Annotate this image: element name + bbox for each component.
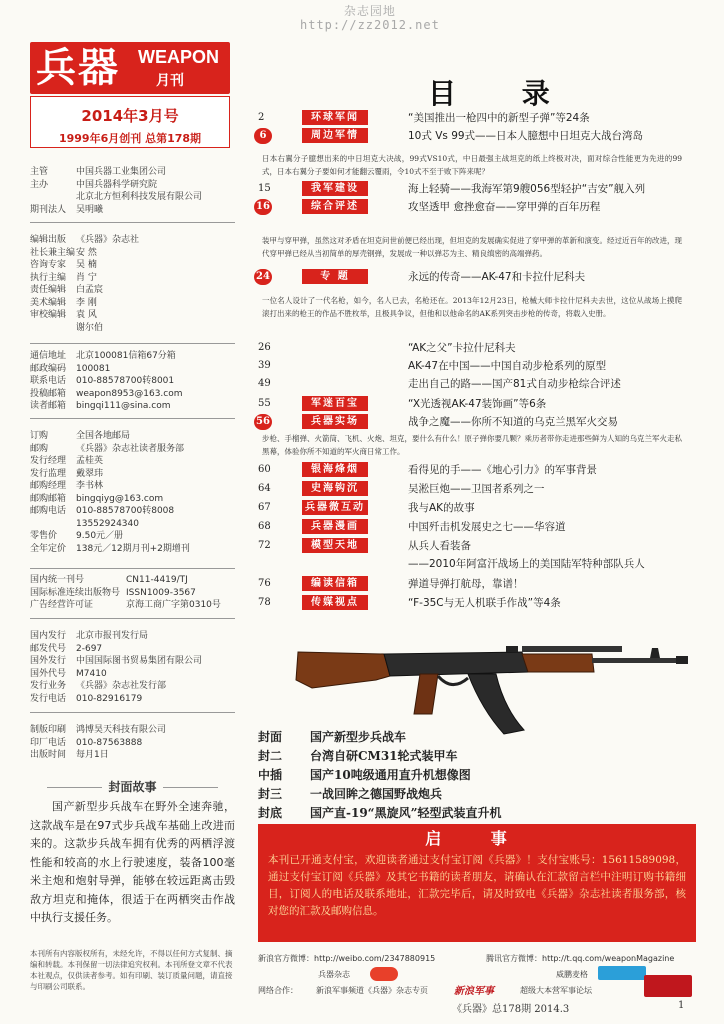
info-row bbox=[30, 587, 245, 600]
info-row bbox=[30, 680, 245, 693]
info-key: 出版时间 bbox=[30, 750, 67, 760]
partner-sina-logo: 新浪军事 bbox=[454, 986, 494, 997]
toc-page-number: 76 bbox=[258, 578, 271, 589]
tencent-weibo-label: 腾讯官方微博： bbox=[486, 954, 542, 963]
toc-entry[interactable] bbox=[258, 340, 698, 356]
info-row bbox=[30, 166, 245, 179]
info-value: ISSN1009-3567 bbox=[126, 587, 196, 598]
toc-page-number: 68 bbox=[258, 521, 271, 532]
masthead-title-en: WEAPON bbox=[138, 47, 219, 67]
info-key: 联系电话 bbox=[30, 376, 67, 386]
info-value: 每月1日 bbox=[76, 750, 109, 760]
toc-page-number: 39 bbox=[258, 360, 271, 371]
toc-article-title: 攻坚透甲 愈挫愈奋——穿甲弹的百年历程 bbox=[408, 201, 601, 213]
info-value: 肖 宁 bbox=[76, 272, 97, 283]
toc-section-label: 传媒视点 bbox=[302, 595, 368, 610]
info-row bbox=[30, 737, 245, 750]
info-row bbox=[30, 693, 245, 706]
masthead-monthly: 月刊 bbox=[156, 73, 184, 89]
toc-section-label: 环球军闻 bbox=[302, 110, 368, 125]
notice-box bbox=[258, 824, 696, 942]
info-key: 编辑出版 bbox=[30, 235, 67, 245]
info-row bbox=[30, 297, 245, 310]
divider bbox=[30, 343, 235, 344]
info-value: 《兵器》杂志社发行部 bbox=[76, 681, 167, 691]
issue-box bbox=[30, 96, 230, 148]
info-value: M7410 bbox=[76, 668, 107, 679]
toc-page-number: 56 bbox=[254, 414, 272, 430]
toc-section-label: 兵器微互动 bbox=[302, 500, 368, 515]
info-key: 邮购 bbox=[30, 443, 49, 454]
cover-list-value: 国产直-19“黑旋风”轻型武装直升机 bbox=[310, 806, 502, 820]
toc-entry[interactable] bbox=[258, 462, 698, 478]
copyright-notice: 本刊所有内容版权所有，未经允许，不得以任何方式复制、摘编和转载。本刊保留一切法律追究权利。本刊所登文章不代表本社观点，仅供读者参考。如有印刷、装订质量问题，请直接与印刷公司联系。 bbox=[30, 949, 233, 991]
notice-title: 启 事 bbox=[425, 829, 529, 848]
cover-list-item bbox=[258, 766, 618, 784]
toc-summary: 装甲与穿甲弹，虽然这对矛盾在坦克问世前便已经出现，但坦克的发展确实促进了穿甲弹的革新和演变。经过近百年的改进，现代穿甲弹已经从当初简单的厚壳钢弹，发展成一种以弹芯为主、精良缜密的高端弹药。 bbox=[262, 236, 682, 258]
info-key: 国内发行 bbox=[30, 631, 67, 641]
info-row bbox=[30, 480, 245, 493]
toc-article-title: “AK之父”卡拉什尼科夫 bbox=[408, 342, 516, 354]
info-row bbox=[30, 191, 245, 204]
masthead-logo bbox=[30, 42, 230, 94]
info-key: 广告经营许可证 bbox=[30, 600, 94, 610]
toc-article-title: 吴淞巨炮——卫国者系列之一 bbox=[408, 483, 545, 495]
info-value: 北京100081信箱67分箱 bbox=[76, 351, 176, 361]
partner-label: 网络合作： bbox=[258, 986, 298, 995]
toc-section-label: 我军建设 bbox=[302, 181, 368, 196]
info-row bbox=[30, 234, 245, 247]
info-value: 吴明曦 bbox=[76, 204, 104, 215]
info-value: 全国各地邮局 bbox=[76, 431, 131, 441]
sina-weibo-label: 新浪官方微博： bbox=[258, 954, 314, 963]
toc-summary: 一位名人设计了一代名枪，如今，名人已去，名枪还在。2013年12月23日，枪械大师卡拉什尼科夫去世，这位从战场上摸爬滚打出来的枪王的作品不胜枚举，且极具争议，但他和以他命名的AK系列突击步枪的传奇，将载入史册。 bbox=[262, 296, 682, 318]
toc-section-label: 史海钩沉 bbox=[302, 481, 368, 496]
toc-article-title: ——2010年阿富汗战场上的美国陆军特种部队兵人 bbox=[408, 558, 645, 570]
sina-weibo-name: 兵器杂志 bbox=[318, 970, 350, 979]
info-key: 读者邮箱 bbox=[30, 401, 67, 411]
cover-list-key: 封三 bbox=[258, 787, 283, 801]
info-value: 《兵器》杂志社读者服务部 bbox=[76, 443, 185, 454]
info-row bbox=[30, 668, 245, 681]
toc-section-label: 军迷百宝 bbox=[302, 396, 368, 411]
info-value: 100081 bbox=[76, 363, 111, 374]
page-number: 1 bbox=[678, 1000, 685, 1011]
info-value: 谢尔伯 bbox=[76, 322, 104, 333]
info-value: bingqiyg@163.com bbox=[76, 493, 164, 504]
watermark-line1: 杂志园地 bbox=[343, 4, 396, 18]
info-row bbox=[30, 724, 245, 737]
divider bbox=[30, 618, 235, 619]
divider bbox=[30, 222, 235, 223]
info-key: 邮发代号 bbox=[30, 643, 67, 654]
toc-page-number: 67 bbox=[258, 502, 271, 513]
toc-page-number: 78 bbox=[258, 597, 271, 608]
info-key: 邮购邮箱 bbox=[30, 493, 67, 504]
cover-list-key: 中插 bbox=[258, 768, 283, 782]
toc-section-label: 编读信箱 bbox=[302, 576, 368, 591]
info-value: 9.50元／册 bbox=[76, 531, 124, 541]
info-key: 主办 bbox=[30, 179, 49, 190]
cover-list-key: 封底 bbox=[258, 806, 283, 820]
toc-entry[interactable] bbox=[258, 595, 698, 611]
partner-forum[interactable]: 超级大本营军事论坛 bbox=[520, 986, 592, 995]
info-row bbox=[30, 350, 245, 363]
info-row bbox=[30, 272, 245, 285]
info-key: 制版印刷 bbox=[30, 725, 67, 735]
info-key: 国外发行 bbox=[30, 656, 67, 666]
toc-page-number: 16 bbox=[254, 199, 272, 215]
info-key: 主管 bbox=[30, 167, 49, 177]
toc-page-number: 24 bbox=[254, 269, 272, 285]
toc-article-title: 中国歼击机发展史之七——华容道 bbox=[408, 521, 566, 533]
info-value: 010-87563888 bbox=[76, 737, 143, 748]
cover-story-title: 封面故事 bbox=[30, 778, 235, 795]
info-row bbox=[30, 655, 245, 668]
info-value: 13552924340 bbox=[76, 518, 139, 529]
info-value: bingqi111@sina.com bbox=[76, 401, 171, 411]
info-value: 李书林 bbox=[76, 481, 104, 491]
partner-sina-military[interactable]: 新浪军事频道《兵器》杂志专页 bbox=[316, 986, 428, 995]
info-key: 通信地址 bbox=[30, 351, 67, 361]
info-key: 责任编辑 bbox=[30, 285, 67, 295]
cover-story-body: 国产新型步兵战车在野外全速奔驰，这款战车是在97式步兵战车基础上改进而来的。这款步兵战车拥有优秀的两栖浮渡性能和较高的水上行驶速度，装备100毫米主炮和炮射导弹，能够在较远距离击毁敌方坦克和掩体，很适于在两栖突击作战中执行支援任务。 bbox=[30, 800, 235, 924]
info-row bbox=[30, 443, 245, 456]
toc-section-label: 综合评述 bbox=[302, 199, 368, 214]
info-value: 《兵器》杂志社 bbox=[76, 235, 140, 245]
info-row bbox=[30, 400, 245, 413]
issue-date: 2014年3月号 bbox=[81, 107, 179, 125]
info-value: 鸿博昊天科技有限公司 bbox=[76, 725, 167, 735]
info-value: weapon8953@163.com bbox=[76, 388, 183, 399]
toc-entry[interactable] bbox=[258, 376, 698, 392]
info-value: 安 然 bbox=[76, 247, 97, 258]
info-key bbox=[30, 322, 76, 335]
info-value: 010-88578700转8001 bbox=[76, 376, 175, 386]
info-key: 社长兼主编 bbox=[30, 247, 76, 258]
watermark bbox=[300, 4, 440, 32]
cover-list-item bbox=[258, 785, 618, 803]
footer-issue: 《兵器》总178期 2014.3 bbox=[452, 1004, 570, 1015]
info-row bbox=[30, 430, 245, 443]
toc-article-title: 10式 Vs 99式——日本人臆想中日坦克大战台湾岛 bbox=[408, 130, 644, 142]
info-key: 零售价 bbox=[30, 531, 58, 541]
info-key: 发行监理 bbox=[30, 468, 67, 479]
info-row bbox=[30, 204, 245, 217]
toc-article-title: 永远的传奇——AK-47和卡拉什尼科夫 bbox=[408, 271, 586, 283]
info-value: CN11-4419/TJ bbox=[126, 575, 188, 585]
toc-page-number: 55 bbox=[258, 398, 271, 409]
toc-entry[interactable] bbox=[258, 269, 698, 285]
info-row bbox=[30, 388, 245, 401]
info-value: 戴翠玮 bbox=[76, 468, 104, 479]
info-key: 全年定价 bbox=[30, 543, 67, 554]
toc-section-label: 兵器漫画 bbox=[302, 519, 368, 534]
toc-entry[interactable] bbox=[258, 519, 698, 535]
info-row bbox=[30, 468, 245, 481]
toc-article-title: 海上轻骑——我海军第9艘056型轻护“吉安”舰入列 bbox=[408, 183, 646, 195]
toc-article-title: “F-35C与无人机联手作战”等4条 bbox=[408, 597, 561, 609]
info-value: 吴 楠 bbox=[76, 260, 97, 270]
info-key: 执行主编 bbox=[30, 272, 67, 283]
issue-founded: 1999年6月创刊 总第178期 bbox=[58, 132, 202, 145]
cover-list-value: 一战回眸之德国野战炮兵 bbox=[310, 787, 443, 801]
toc-entry[interactable] bbox=[258, 199, 698, 215]
info-key: 国内统一刊号 bbox=[30, 575, 85, 585]
toc-article-title: “X光透视AK-47装饰画”等6条 bbox=[408, 398, 547, 410]
info-contact bbox=[30, 350, 245, 413]
info-value: 中国兵器工业集团公司 bbox=[76, 167, 167, 177]
toc-section-label: 模型天地 bbox=[302, 538, 368, 553]
info-key: 邮政编码 bbox=[30, 363, 67, 374]
cover-list-key: 封面 bbox=[258, 730, 283, 744]
info-row bbox=[30, 749, 245, 762]
info-key: 邮购电话 bbox=[30, 506, 67, 516]
info-row bbox=[30, 505, 245, 518]
cover-list-key: 封二 bbox=[258, 749, 283, 763]
info-key: 国际标准连续出版物号 bbox=[30, 587, 121, 598]
divider bbox=[30, 418, 235, 419]
info-row bbox=[30, 530, 245, 543]
toc-entry[interactable] bbox=[258, 576, 698, 592]
info-row bbox=[30, 599, 245, 612]
cover-list-item bbox=[258, 728, 618, 746]
info-subscription bbox=[30, 430, 245, 555]
toc-article-title: 战争之魔——你所不知道的乌克兰黑军火交易 bbox=[408, 416, 618, 428]
sina-weibo-url[interactable]: http://weibo.com/2347880915 bbox=[314, 954, 436, 963]
watermark-line2: http://zz2012.net bbox=[300, 18, 440, 32]
info-printing bbox=[30, 724, 245, 762]
info-row bbox=[30, 363, 245, 376]
info-row bbox=[30, 179, 245, 192]
info-value: 孟桂英 bbox=[76, 456, 104, 466]
toc-article-title: 从兵人看装备 bbox=[408, 540, 471, 552]
info-key bbox=[30, 191, 76, 204]
tencent-weibo-url[interactable]: http://t.qq.com/weaponMagazine bbox=[542, 954, 675, 963]
info-value: 北京北方恒利科技发展有限公司 bbox=[76, 192, 203, 202]
info-key: 美术编辑 bbox=[30, 297, 67, 308]
cover-list-value: 国产10吨级通用直升机想像图 bbox=[310, 768, 471, 782]
info-row bbox=[30, 284, 245, 297]
toc-page-number: 49 bbox=[258, 378, 271, 389]
toc-article-title: 我与AK的故事 bbox=[408, 502, 475, 514]
divider bbox=[30, 712, 235, 713]
info-key: 邮购经理 bbox=[30, 481, 67, 491]
toc-article-title: AK-47在中国——中国自动步枪系列的原型 bbox=[408, 360, 607, 372]
toc-entry[interactable] bbox=[258, 500, 698, 516]
info-value: 京海工商广字第0310号 bbox=[126, 600, 221, 610]
toc-page-number: 2 bbox=[258, 112, 265, 123]
sina-weibo-icon bbox=[370, 967, 398, 981]
cover-list-value: 国产新型步兵战车 bbox=[310, 730, 407, 744]
info-value: 138元／12期月刊+2期增刊 bbox=[76, 543, 190, 554]
info-row bbox=[30, 375, 245, 388]
toc-page-number: 60 bbox=[258, 464, 271, 475]
info-key: 审校编辑 bbox=[30, 310, 67, 320]
divider bbox=[30, 568, 235, 569]
toc-section-label: 银海烽烟 bbox=[302, 462, 368, 477]
toc-entry[interactable] bbox=[258, 358, 698, 374]
info-sponsor bbox=[30, 166, 245, 216]
info-key: 期刊法人 bbox=[30, 204, 67, 215]
info-value: 2-697 bbox=[76, 643, 103, 654]
info-row bbox=[30, 455, 245, 468]
masthead-title-cn: 兵器 bbox=[36, 44, 120, 91]
info-value: 李 刚 bbox=[76, 297, 97, 308]
toc-article-title: 弹道导弹打航母，靠谱！ bbox=[408, 578, 524, 590]
toc-entry[interactable] bbox=[258, 128, 698, 144]
toc-page-number: 64 bbox=[258, 483, 271, 494]
cover-list-item bbox=[258, 747, 618, 765]
info-value: 010-82916179 bbox=[76, 693, 143, 704]
info-key: 发行业务 bbox=[30, 681, 67, 691]
toc-entry[interactable] bbox=[258, 181, 698, 197]
tencent-weibo-name: 威鹏麦格 bbox=[556, 970, 588, 979]
toc-entry[interactable] bbox=[258, 538, 698, 554]
info-value: 中国国际图书贸易集团有限公司 bbox=[76, 656, 203, 666]
info-value: 010-88578700转8008 bbox=[76, 506, 175, 516]
toc-entry[interactable] bbox=[258, 556, 698, 572]
toc-section-label: 周边军情 bbox=[302, 128, 368, 143]
info-row bbox=[30, 630, 245, 643]
info-value: 中国兵器科学研究院 bbox=[76, 179, 158, 190]
info-distribution bbox=[30, 630, 245, 705]
ak47-rifle-image bbox=[292, 618, 692, 738]
toc-article-title: “美国推出一枪四中的新型子弹”等24条 bbox=[408, 112, 590, 124]
info-key: 发行经理 bbox=[30, 456, 67, 466]
toc-page-number: 6 bbox=[254, 128, 272, 144]
info-row bbox=[30, 518, 245, 531]
toc-entry[interactable] bbox=[258, 396, 698, 412]
toc-entry[interactable] bbox=[258, 414, 698, 430]
toc-entry[interactable] bbox=[258, 481, 698, 497]
cover-list-item bbox=[258, 804, 618, 822]
toc-entry[interactable] bbox=[258, 110, 698, 126]
info-key: 发行电话 bbox=[30, 693, 67, 704]
toc-article-title: 走出自己的路——国产81式自动步枪综合评述 bbox=[408, 378, 621, 390]
toc-article-title: 看得见的手——《地心引力》的军事背景 bbox=[408, 464, 597, 476]
info-value: 北京市报刊发行局 bbox=[76, 631, 149, 641]
info-row bbox=[30, 259, 245, 272]
info-key: 国外代号 bbox=[30, 668, 67, 679]
info-key: 订购 bbox=[30, 431, 49, 441]
info-row bbox=[30, 309, 245, 322]
cover-list-value: 台湾自研CM31轮式装甲车 bbox=[310, 749, 458, 763]
toc-section-label: 兵器实场 bbox=[302, 414, 368, 429]
info-row bbox=[30, 543, 245, 556]
info-row bbox=[30, 643, 245, 656]
info-registration bbox=[30, 574, 245, 612]
toc-page-number: 26 bbox=[258, 342, 271, 353]
info-row bbox=[30, 322, 245, 335]
info-row bbox=[30, 574, 245, 587]
info-key: 印厂电话 bbox=[30, 737, 67, 748]
toc-summary: 日本右翼分子臆想出来的中日坦克大决战，99式VS10式，中日最强主战坦克的纸上终极对决，面对综合性能更为先进的99式，日本右翼分子要如何才能翻云覆雨，令10式不至于败下阵来呢？ bbox=[262, 154, 682, 176]
info-row bbox=[30, 247, 245, 260]
info-editorial bbox=[30, 234, 245, 334]
info-key bbox=[30, 518, 76, 531]
forum-logo-icon bbox=[644, 975, 692, 997]
toc-summary: 步枪、手榴弹、火箭筒、飞机、火炮、坦克，要什么有什么！原子弹你要几颗？乘历者带你走进那些鲜为人知的乌克兰军火走私黑幕，体验你所不知道的军火商日常工作。 bbox=[262, 434, 682, 456]
info-key: 投稿邮箱 bbox=[30, 388, 67, 399]
info-value: 袁 风 bbox=[76, 310, 97, 320]
toc-heading: 目 录 bbox=[428, 77, 578, 110]
info-row bbox=[30, 493, 245, 506]
notice-body: 本刊已开通支付宝，欢迎读者通过支付宝订阅《兵器》！支付宝账号：15611589098，通过支付宝订阅《兵器》及其它书籍的读者朋友，请确认在汇款留言栏中注明订购书籍细目，订阅人的电话及联系地址，汇款完毕后，请及时致电《兵器》杂志社读者服务部，核对您的汇款及邮购信息。 bbox=[268, 854, 686, 917]
info-value: 白孟宸 bbox=[76, 285, 104, 295]
toc-section-label: 专 题 bbox=[302, 269, 368, 284]
toc-page-number: 15 bbox=[258, 183, 271, 194]
info-key: 咨询专家 bbox=[30, 260, 67, 270]
toc-page-number: 72 bbox=[258, 540, 271, 551]
tencent-weibo-icon bbox=[598, 966, 646, 980]
